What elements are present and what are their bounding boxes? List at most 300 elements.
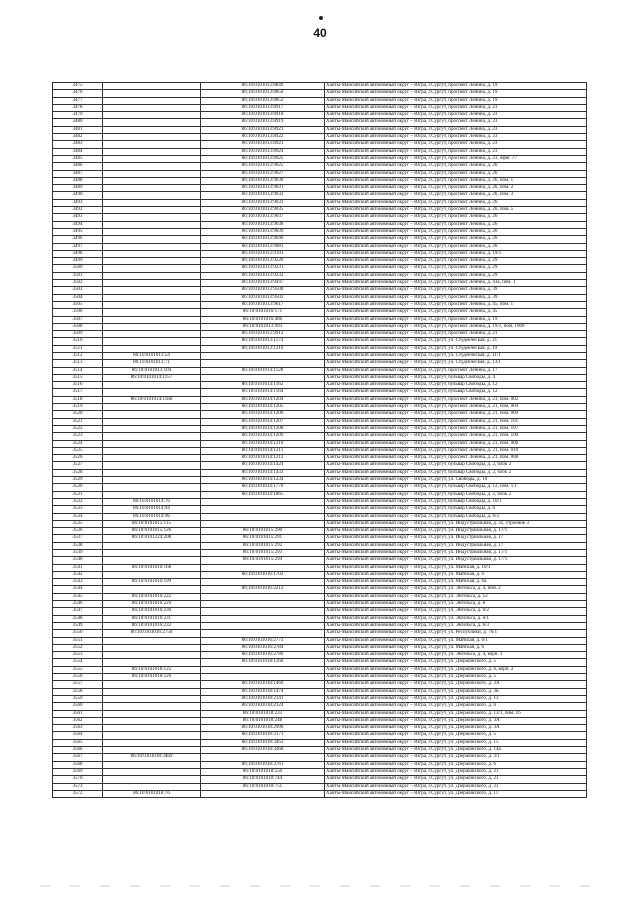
object-cadastral-number: 86:10:0101016:1702: [201, 571, 325, 578]
table-row: [53, 564, 587, 571]
row-number: 3480: [53, 119, 103, 126]
land-cadastral-number: 86:10:0101013:104: [103, 367, 201, 374]
land-cadastral-number: [103, 659, 201, 666]
land-cadastral-number: [103, 571, 201, 578]
row-number: 3571: [53, 783, 103, 790]
land-cadastral-number: [103, 280, 201, 287]
table-row: [53, 790, 587, 797]
table-row: [53, 360, 587, 367]
land-cadastral-number: [103, 644, 201, 651]
page-number: 40: [313, 26, 327, 40]
row-number: 3518: [53, 396, 103, 403]
object-cadastral-number: 86:10:0101018:2990: [201, 725, 325, 732]
address: Ханты-Мансийский автономный округ – Югра, г.Сургут, ул. Дзержинского, д. 21: [325, 768, 587, 775]
object-cadastral-number: 86:10:0101013:8918: [201, 112, 325, 119]
address: Ханты-Мансийский автономный округ – Югра, г.Сургут, ул. Индустриальная, д. 17/1: [325, 557, 587, 564]
land-cadastral-number: 86:10:0101016:229: [103, 601, 201, 608]
land-cadastral-number: 86:10:0101015:115: [103, 520, 201, 527]
land-cadastral-number: 86:10:0101013:54: [103, 352, 201, 359]
object-cadastral-number: 86:10:0101014:1210: [201, 440, 325, 447]
table-row: [53, 557, 587, 564]
row-number: 3562: [53, 717, 103, 724]
address: Ханты-Мансийский автономный округ – Югра, г.Сургут, проспект Ленина, д. 23: [325, 104, 587, 111]
address: Ханты-Мансийский автономный округ – Югра, г.Сургут, ул. Дзержинского, д. 21: [325, 783, 587, 790]
land-cadastral-number: [103, 447, 201, 454]
land-cadastral-number: [103, 309, 201, 316]
object-cadastral-number: 86:10:0101016:171: [201, 309, 325, 316]
table-row: [53, 294, 587, 301]
address: Ханты-Мансийский автономный округ – Югра, г.Сургут, ул. Дзержинского, д. 3/1: [325, 754, 587, 761]
table-row: [53, 433, 587, 440]
address: Ханты-Мансийский автономный округ – Югра, г.Сургут, бульвар Свободы, д. 2, блок 2: [325, 462, 587, 469]
land-cadastral-number: [103, 783, 201, 790]
land-cadastral-number: [103, 119, 201, 126]
row-number: 3507: [53, 316, 103, 323]
address: Ханты-Мансийский автономный округ – Югра, г.Сургут, ул. Дзержинского, д. 5: [325, 659, 587, 666]
table-row: [53, 338, 587, 345]
address: Ханты-Мансийский автономный округ – Югра, г.Сургут, ул. Индустриальная, д. 17/1: [325, 550, 587, 557]
object-cadastral-number: [201, 601, 325, 608]
object-cadastral-number: 86:10:0101013:9447: [201, 280, 325, 287]
land-cadastral-number: 86:10:0101015:126: [103, 528, 201, 535]
row-number: 3520: [53, 411, 103, 418]
address: Ханты-Мансийский автономный округ – Югра, г.Сургут, бульвар Свободы, д. 2, блок 2: [325, 469, 587, 476]
object-cadastral-number: [201, 593, 325, 600]
object-cadastral-number: 86:10:0101013:9038: [201, 221, 325, 228]
table-row: [53, 586, 587, 593]
row-number: 3515: [53, 374, 103, 381]
row-number: 3531: [53, 491, 103, 498]
row-number: 3492: [53, 207, 103, 214]
address: Ханты-Мансийский автономный округ – Югра, г.Сургут, проспект Ленина, д. 19/1: [325, 250, 587, 257]
row-number: 3533: [53, 506, 103, 513]
row-number: 3499: [53, 258, 103, 265]
table-row: [53, 155, 587, 162]
object-cadastral-number: 86:10:0101015:291: [201, 535, 325, 542]
row-number: 3503: [53, 287, 103, 294]
address: Ханты-Мансийский автономный округ – Югра, г.Сургут, проспект Ленина, д. 26: [325, 221, 587, 228]
address: Ханты-Мансийский автономный округ – Югра, г.Сургут, проспект Ленина, д. 21, пом. 002: [325, 396, 587, 403]
table-row: [53, 83, 587, 90]
table-row: [53, 535, 587, 542]
object-cadastral-number: 86:10:0101016:2773: [201, 637, 325, 644]
object-cadastral-number: 86:10:0101018:2141: [201, 695, 325, 702]
object-cadastral-number: 86:10:0101014:1209: [201, 433, 325, 440]
table-row: [53, 185, 587, 192]
land-cadastral-number: [103, 695, 201, 702]
row-number: 3529: [53, 477, 103, 484]
object-cadastral-number: 86:10:0101013:9032: [201, 192, 325, 199]
row-number: 3477: [53, 97, 103, 104]
address: Ханты-Мансийский автономный округ – Югра, г.Сургут, проспект Ленина, д. 39: [325, 294, 587, 301]
address: Ханты-Мансийский автономный округ – Югра, г.Сургут, проспект Ленина, д. 26: [325, 236, 587, 243]
address: Ханты-Мансийский автономный округ – Югра, г.Сургут, ул. Дзержинского, д. 3А: [325, 717, 587, 724]
object-cadastral-number: 86:10:0101013:9502: [201, 294, 325, 301]
row-number: 3508: [53, 323, 103, 330]
land-cadastral-number: 86:10:0101014:1186: [103, 396, 201, 403]
land-cadastral-number: [103, 207, 201, 214]
register-body: [53, 83, 587, 798]
object-cadastral-number: [201, 630, 325, 637]
land-cadastral-number: [103, 652, 201, 659]
object-cadastral-number: 86:10:0101018:3463: [201, 739, 325, 746]
land-cadastral-number: [103, 418, 201, 425]
table-row: [53, 725, 587, 732]
object-cadastral-number: [201, 520, 325, 527]
address: Ханты-Мансийский автономный округ – Югра, г.Сургут, ул. Энгельса, д. 6/3: [325, 622, 587, 629]
object-cadastral-number: 86:10:0101013:8852: [201, 97, 325, 104]
table-row: [53, 192, 587, 199]
address: Ханты-Мансийский автономный округ – Югра, г.Сургут, ул. Майская, д. 6а: [325, 579, 587, 586]
object-cadastral-number: 86:10:0101018:2124: [201, 703, 325, 710]
address: Ханты-Мансийский автономный округ – Югра, г.Сургут, ул. Студенческая, д. 21: [325, 338, 587, 345]
row-number: 3497: [53, 243, 103, 250]
table-row: [53, 163, 587, 170]
table-row: [53, 404, 587, 411]
object-cadastral-number: 86:10:0101013:9231: [201, 265, 325, 272]
address: Ханты-Мансийский автономный округ – Югра, г.Сургут, проспект Ленина, д. 26: [325, 228, 587, 235]
land-cadastral-number: 86:10:0101224:208: [103, 535, 201, 542]
row-number: 3524: [53, 440, 103, 447]
address: Ханты-Мансийский автономный округ – Югра, г.Сургут, ул. Дзержинского, д. 3Б: [325, 688, 587, 695]
land-cadastral-number: [103, 228, 201, 235]
address: Ханты-Мансийский автономный округ – Югра, г.Сургут, ул. Дзержинского, д. 21: [325, 776, 587, 783]
address: Ханты-Мансийский автономный округ – Югра, г.Сургут, проспект Ленина, д. 26, пом. 3: [325, 192, 587, 199]
row-number: 3478: [53, 104, 103, 111]
land-cadastral-number: [103, 404, 201, 411]
row-number: 3546: [53, 601, 103, 608]
land-cadastral-number: [103, 747, 201, 754]
row-number: 3487: [53, 170, 103, 177]
object-cadastral-number: 86:10:0101014:1770: [201, 484, 325, 491]
row-number: 3555: [53, 666, 103, 673]
address: Ханты-Мансийский автономный округ – Югра, г.Сургут, ул. Индустриальная, д. 32, строение 3: [325, 520, 587, 527]
object-cadastral-number: 86:10:0101014:1865: [201, 491, 325, 498]
object-cadastral-number: 86:10:0101018:3468: [201, 747, 325, 754]
table-row: [53, 608, 587, 615]
object-cadastral-number: 86:10:0101013:8924: [201, 148, 325, 155]
table-row: [53, 528, 587, 535]
row-number: 3517: [53, 389, 103, 396]
address: Ханты-Мансийский автономный округ – Югра, г.Сургут, ул. Дзержинского, д. 11: [325, 790, 587, 797]
address: Ханты-Мансийский автономный округ – Югра, г.Сургут, проспект Ленина, д. 23: [325, 141, 587, 148]
table-row: [53, 520, 587, 527]
object-cadastral-number: [201, 374, 325, 381]
object-cadastral-number: 86:10:0101014:1234: [201, 477, 325, 484]
land-cadastral-number: [103, 725, 201, 732]
table-row: [53, 491, 587, 498]
land-cadastral-number: [103, 287, 201, 294]
table-row: [53, 265, 587, 272]
object-cadastral-number: 86:10:0101014:1212: [201, 455, 325, 462]
table-row: [53, 732, 587, 739]
row-number: 3526: [53, 455, 103, 462]
object-cadastral-number: 86:10:0101014:1162: [201, 382, 325, 389]
address: Ханты-Мансийский автономный округ – Югра, г.Сургут, ул. Индустриальная, д. 17: [325, 542, 587, 549]
land-cadastral-number: 86:10:0101016:2750: [103, 630, 201, 637]
object-cadastral-number: 86:10:0101014:1208: [201, 425, 325, 432]
address: Ханты-Мансийский автономный округ – Югра, г.Сургут, проспект Ленина, д. 21, пом. 008: [325, 455, 587, 462]
land-cadastral-number: [103, 112, 201, 119]
row-number: 3538: [53, 542, 103, 549]
address: Ханты-Мансийский автономный округ – Югра, г.Сургут, проспект Ленина, д. 29: [325, 272, 587, 279]
address: Ханты-Мансийский автономный округ – Югра, г.Сургут, ул. Майская, д. 6: [325, 571, 587, 578]
address: Ханты-Мансийский автономный округ – Югра, г.Сургут, проспект Ленина, д. 26: [325, 243, 587, 250]
address: Ханты-Мансийский автономный округ – Югра, г.Сургут, проспект Ленина, д. 21, пом. 101: [325, 418, 587, 425]
row-number: 3475: [53, 83, 103, 90]
land-cadastral-number: [103, 542, 201, 549]
land-cadastral-number: [103, 637, 201, 644]
table-row: [53, 104, 587, 111]
address: Ханты-Мансийский автономный округ – Югра, г.Сургут, проспект Ленина, д. 23: [325, 148, 587, 155]
address: Ханты-Мансийский автономный округ – Югра, г.Сургут, ул. Майская, д. 6/1: [325, 637, 587, 644]
object-cadastral-number: 86:10:0101013:9027: [201, 170, 325, 177]
address: Ханты-Мансийский автономный округ – Югра, г.Сургут, проспект Ленина, д. 19: [325, 90, 587, 97]
row-number: 3525: [53, 447, 103, 454]
row-number: 3543: [53, 579, 103, 586]
land-cadastral-number: [103, 717, 201, 724]
address: Ханты-Мансийский автономный округ – Югра, г.Сургут, ул. Дзержинского, д. 13: [325, 695, 587, 702]
object-cadastral-number: 86:10:0101013:8917: [201, 104, 325, 111]
row-number: 3532: [53, 498, 103, 505]
object-cadastral-number: 86:10:0101013:9500: [201, 287, 325, 294]
address: Ханты-Мансийский автономный округ – Югра, г.Сургут, проспект Ленина, д. 23: [325, 126, 587, 133]
land-cadastral-number: [103, 221, 201, 228]
object-cadastral-number: 86:10:0101013:8925: [201, 155, 325, 162]
object-cadastral-number: 86:10:0101013:9025: [201, 163, 325, 170]
address: Ханты-Мансийский автономный округ – Югра, г.Сургут, проспект Ленина, д. 26, пом. 2: [325, 185, 587, 192]
object-cadastral-number: 86:10:0101013:9912: [201, 331, 325, 338]
table-row: [53, 396, 587, 403]
address: Ханты-Мансийский автономный округ – Югра, г.Сургут, ул. Дзержинского, д. 5: [325, 674, 587, 681]
row-number: 3490: [53, 192, 103, 199]
object-cadastral-number: 86:10:0101013:1216: [201, 345, 325, 352]
land-cadastral-number: [103, 104, 201, 111]
object-cadastral-number: 86:10:0101015:293: [201, 550, 325, 557]
land-cadastral-number: [103, 141, 201, 148]
table-row: [53, 243, 587, 250]
row-number: 3500: [53, 265, 103, 272]
land-cadastral-number: 86:10:0101016:231: [103, 615, 201, 622]
object-cadastral-number: 86:10:0101013:8850: [201, 90, 325, 97]
object-cadastral-number: 86:10:0101014:1206: [201, 411, 325, 418]
land-cadastral-number: [103, 170, 201, 177]
table-row: [53, 382, 587, 389]
table-row: [53, 374, 587, 381]
row-number: 3489: [53, 185, 103, 192]
object-cadastral-number: 86:10:0101013:993: [201, 323, 325, 330]
table-row: [53, 542, 587, 549]
address: Ханты-Мансийский автономный округ – Югра, г.Сургут, ул. Дзержинского, д. 6: [325, 761, 587, 768]
land-cadastral-number: 86:10:0101016:222: [103, 593, 201, 600]
row-number: 3504: [53, 294, 103, 301]
address: Ханты-Мансийский автономный округ – Югра, г.Сургут, ул. Энгельса, д. 4, пом. 2: [325, 586, 587, 593]
land-cadastral-number: [103, 382, 201, 389]
land-cadastral-number: [103, 214, 201, 221]
object-cadastral-number: [201, 608, 325, 615]
row-number: 3545: [53, 593, 103, 600]
land-cadastral-number: [103, 177, 201, 184]
land-cadastral-number: [103, 316, 201, 323]
land-cadastral-number: [103, 323, 201, 330]
table-row: [53, 739, 587, 746]
address: Ханты-Мансийский автономный округ – Югра, г.Сургут, ул. Дзержинского, д. 5: [325, 732, 587, 739]
address: Ханты-Мансийский автономный округ – Югра, г.Сургут, ул. Студенческая, д. 13/1: [325, 360, 587, 367]
address: Ханты-Мансийский автономный округ – Югра, г.Сургут, проспект Ленина, д. 21, пом. 004: [325, 404, 587, 411]
address: Ханты-Мансийский автономный округ – Югра, г.Сургут, бульвар Свободы, д. 6/3: [325, 513, 587, 520]
address: Ханты-Мансийский автономный округ – Югра, г.Сургут, ул. Дзержинского, д. 3А: [325, 681, 587, 688]
row-number: 3498: [53, 250, 103, 257]
table-row: [53, 97, 587, 104]
table-row: [53, 644, 587, 651]
land-cadastral-number: [103, 491, 201, 498]
table-row: [53, 425, 587, 432]
object-cadastral-number: [201, 615, 325, 622]
object-cadastral-number: 86:10:0101018:751: [201, 783, 325, 790]
table-row: [53, 250, 587, 257]
object-cadastral-number: 86:10:0101013:8849: [201, 83, 325, 90]
table-row: [53, 579, 587, 586]
address: Ханты-Мансийский автономный округ – Югра, г.Сургут, ул. Майская, д. 6: [325, 644, 587, 651]
row-number: 3512: [53, 352, 103, 359]
address: Ханты-Мансийский автономный округ – Югра, г.Сургут, проспект Ленина, д. 23: [325, 119, 587, 126]
row-number: 3494: [53, 221, 103, 228]
land-cadastral-number: [103, 83, 201, 90]
address: Ханты-Мансийский автономный округ – Югра, г.Сургут, проспект Ленина, д. 29: [325, 258, 587, 265]
table-row: [53, 221, 587, 228]
address: Ханты-Мансийский автономный округ – Югра, г.Сургут, проспект Ленина, д. 39: [325, 287, 587, 294]
land-cadastral-number: [103, 199, 201, 206]
land-cadastral-number: 86:10:0101014:96: [103, 513, 201, 520]
address: Ханты-Мансийский автономный округ – Югра, г.Сургут, проспект Ленина, д. 19/1, пом. 1009: [325, 323, 587, 330]
address: Ханты-Мансийский автономный округ – Югра, г.Сургут, бульвар Свободы, д. 10/1: [325, 498, 587, 505]
row-number: 3539: [53, 550, 103, 557]
table-row: [53, 710, 587, 717]
land-cadastral-number: [103, 469, 201, 476]
address: Ханты-Мансийский автономный округ – Югра, г.Сургут, бульвар Свободы, д. 12: [325, 389, 587, 396]
table-row: [53, 717, 587, 724]
address: Ханты-Мансийский автономный округ – Югра, г.Сургут, проспект Ленина, д. 17: [325, 367, 587, 374]
row-number: 3560: [53, 703, 103, 710]
land-cadastral-number: [103, 550, 201, 557]
address: Ханты-Мансийский автономный округ – Югра, г.Сургут, проспект Ленина, д. 23: [325, 134, 587, 141]
address: Ханты-Мансийский автономный округ – Югра, г.Сургут, проспект Ленина, д. 26, пом. 5: [325, 207, 587, 214]
object-cadastral-number: 86:10:0101016:2786: [201, 652, 325, 659]
land-cadastral-number: [103, 192, 201, 199]
address: Ханты-Мансийский автономный округ – Югра, г.Сургут, ул. Дзержинского, д. 14а: [325, 747, 587, 754]
table-row: [53, 119, 587, 126]
object-cadastral-number: [201, 360, 325, 367]
object-cadastral-number: 86:10:0101013:9083: [201, 243, 325, 250]
address: Ханты-Мансийский автономный округ – Югра, г.Сургут, ул. Энгельса, д. 6/2: [325, 608, 587, 615]
table-row: [53, 768, 587, 775]
row-number: 3510: [53, 338, 103, 345]
address: Ханты-Мансийский автономный округ – Югра, г.Сургут, ул. Дзержинского, д. 13/1, пом. 16: [325, 710, 587, 717]
address: Ханты-Мансийский автономный округ – Югра, г.Сургут, бульвар Свободы, д. 6: [325, 506, 587, 513]
land-cadastral-number: [103, 272, 201, 279]
land-cadastral-number: [103, 163, 201, 170]
land-cadastral-number: 86:10:0101014:76: [103, 498, 201, 505]
row-number: 3563: [53, 725, 103, 732]
land-cadastral-number: [103, 768, 201, 775]
table-row: [53, 550, 587, 557]
row-number: 3548: [53, 615, 103, 622]
table-row: [53, 674, 587, 681]
table-row: [53, 280, 587, 287]
address: Ханты-Мансийский автономный округ – Югра, г.Сургут, проспект Ленина, д. 19: [325, 83, 587, 90]
object-cadastral-number: 86:10:0101013:9039: [201, 228, 325, 235]
land-cadastral-number: 86:10:0101014:1157: [103, 374, 201, 381]
table-row: [53, 659, 587, 666]
land-cadastral-number: [103, 265, 201, 272]
table-row: [53, 754, 587, 761]
land-cadastral-number: [103, 97, 201, 104]
table-row: [53, 331, 587, 338]
object-cadastral-number: 86:10:0101013:8921: [201, 126, 325, 133]
row-number: 3495: [53, 228, 103, 235]
table-row: [53, 170, 587, 177]
address: Ханты-Мансийский автономный округ – Югра, г.Сургут, ул. Дзержинского, д. 15: [325, 739, 587, 746]
address: Ханты-Мансийский автономный округ – Югра, г.Сургут, ул. Энгельса, д. 12: [325, 593, 587, 600]
land-cadastral-number: [103, 148, 201, 155]
row-number: 3564: [53, 732, 103, 739]
land-cadastral-number: [103, 586, 201, 593]
table-row: [53, 352, 587, 359]
object-cadastral-number: 86:10:0101014:1164: [201, 389, 325, 396]
row-number: 3476: [53, 90, 103, 97]
land-cadastral-number: [103, 411, 201, 418]
address: Ханты-Мансийский автономный округ – Югра, г.Сургут, проспект Ленина, д. 23, офис 77: [325, 155, 587, 162]
table-row: [53, 90, 587, 97]
object-cadastral-number: 86:10:0101013:9030: [201, 177, 325, 184]
object-cadastral-number: [201, 498, 325, 505]
address: Ханты-Мансийский автономный округ – Югра, г.Сургут, бульвар Свободы, д. 12, пом. 1.1: [325, 484, 587, 491]
table-row: [53, 783, 587, 790]
land-cadastral-number: [103, 155, 201, 162]
land-cadastral-number: [103, 126, 201, 133]
table-row: [53, 688, 587, 695]
object-cadastral-number: 86:10:0101015:290: [201, 528, 325, 535]
object-cadastral-number: 86:10:0101013:9193: [201, 250, 325, 257]
row-number: 3491: [53, 199, 103, 206]
object-cadastral-number: 86:10:0101018:744: [201, 776, 325, 783]
table-row: [53, 309, 587, 316]
land-cadastral-number: [103, 236, 201, 243]
table-row: [53, 484, 587, 491]
object-cadastral-number: 86:10:0101015:292: [201, 542, 325, 549]
table-row: [53, 199, 587, 206]
row-number: 3523: [53, 433, 103, 440]
object-cadastral-number: 86:10:0101018:1469: [201, 681, 325, 688]
object-cadastral-number: [201, 579, 325, 586]
land-cadastral-number: [103, 710, 201, 717]
table-row: [53, 177, 587, 184]
object-cadastral-number: [201, 790, 325, 797]
scan-noise: [40, 885, 600, 887]
land-cadastral-number: 86:10:0101013:71: [103, 360, 201, 367]
row-number: 3567: [53, 754, 103, 761]
object-cadastral-number: [201, 506, 325, 513]
object-cadastral-number: 86:10:0101013:9031: [201, 185, 325, 192]
table-row: [53, 630, 587, 637]
address: Ханты-Мансийский автономный округ – Югра, г.Сургут, проспект Ленина, д. 45: [325, 309, 587, 316]
row-number: 3501: [53, 272, 103, 279]
land-cadastral-number: [103, 425, 201, 432]
address: Ханты-Мансийский автономный округ – Югра, г.Сургут, ул. Энгельса, д. 8: [325, 601, 587, 608]
object-cadastral-number: 86:10:0101018:248: [201, 717, 325, 724]
land-cadastral-number: [103, 688, 201, 695]
address: Ханты-Мансийский автономный округ – Югра, г.Сургут, ул. Дзержинского, д. 6, корп. 2: [325, 666, 587, 673]
